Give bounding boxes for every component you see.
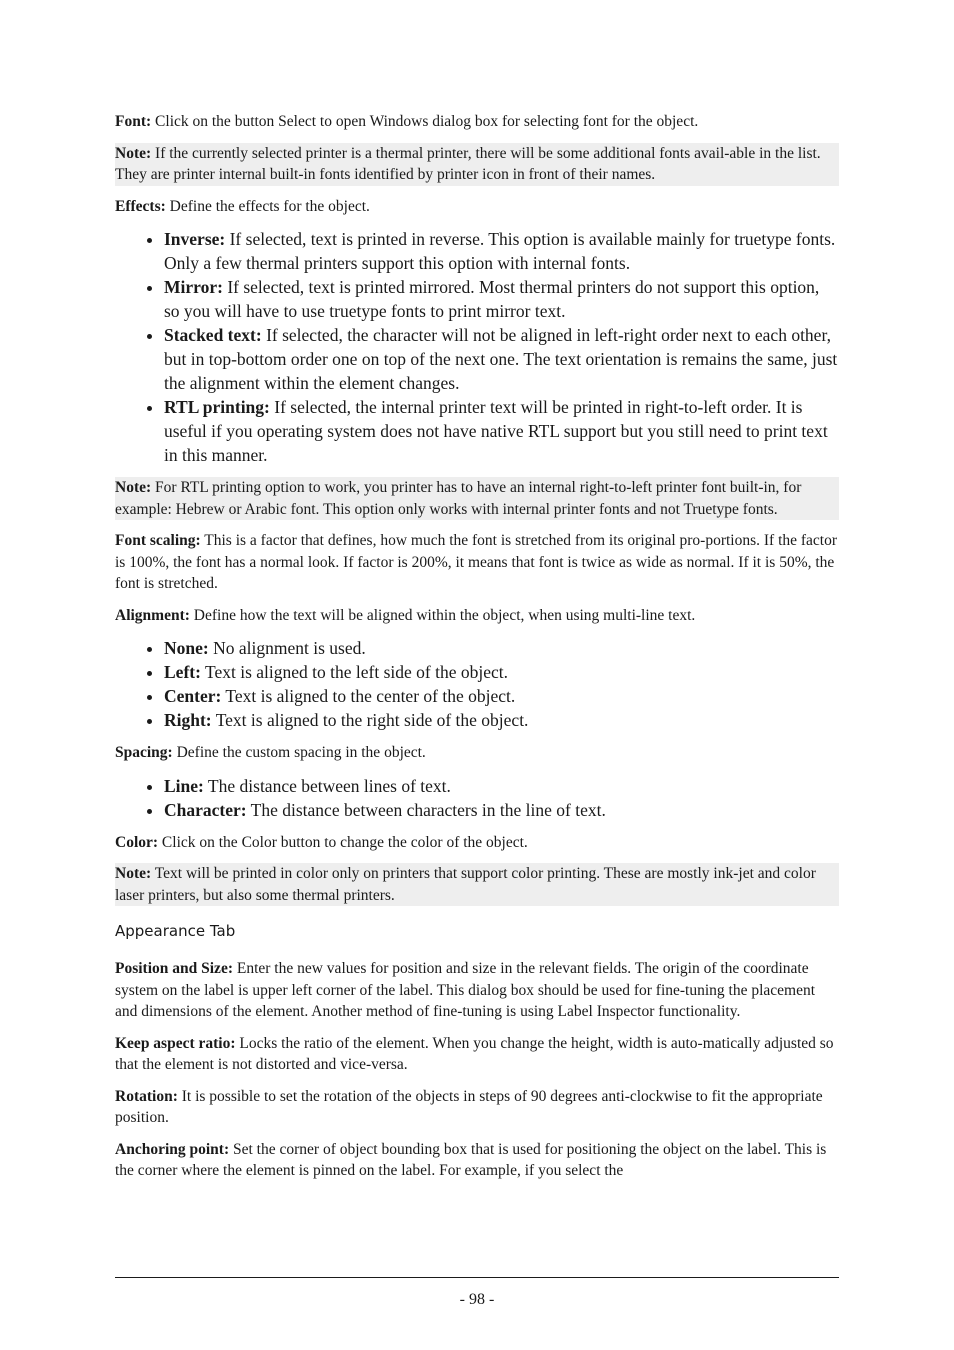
term: Position and Size: bbox=[115, 960, 233, 977]
term: Note: bbox=[115, 479, 152, 496]
term: Center: bbox=[164, 686, 222, 706]
term: Rotation: bbox=[115, 1087, 178, 1105]
desc: The distance between lines of text. bbox=[203, 775, 451, 796]
desc: It is possible to set the rotation of the objects in steps of 90 degrees anti-clockwise to fit the appropriate position. bbox=[115, 1087, 823, 1126]
term: Stacked text: bbox=[164, 325, 262, 345]
note-block bbox=[115, 143, 839, 186]
effects-list bbox=[115, 227, 839, 467]
term: Line: bbox=[164, 775, 204, 796]
desc: Click on the Color button to change the color of the object. bbox=[158, 833, 528, 851]
term: Font scaling: bbox=[115, 532, 201, 549]
desc: This is a factor that defines, how much the font is stretched from its original pro-portions. If the factor is 100%, the font has a normal look. If factor is 200%, it means that font is twice as wide as normal. If it is 50%, the font is stretched. bbox=[115, 532, 838, 592]
font-paragraph bbox=[115, 111, 839, 133]
term: Anchoring point: bbox=[115, 1140, 230, 1158]
desc: No alignment is used. bbox=[208, 638, 366, 658]
desc: Set the corner of object bounding box that is used for positioning the object on the label. This is the corner where the element is pinned on the label. For example, if you select the bbox=[115, 1140, 827, 1179]
desc: Text is aligned to the right side of the object. bbox=[211, 710, 529, 730]
anchoring-paragraph bbox=[115, 1139, 839, 1182]
rotation-paragraph bbox=[115, 1086, 839, 1129]
list-item bbox=[164, 323, 839, 395]
term: Spacing: bbox=[115, 744, 173, 761]
term: Note: bbox=[115, 865, 152, 882]
desc: Enter the new values for position and size in the relevant fields. The origin of the coordinate system on the label is upper left corner of the label. This dialog box should be used for fine-tuning the placement and dimensions of the element. Another method of fine-tuning is using Label Inspector functionality. bbox=[115, 960, 816, 1020]
term: RTL printing: bbox=[164, 397, 270, 417]
desc: If selected, text is printed mirrored. Most thermal printers do not support this option, so you will have to use truetype fonts to print mirror text. bbox=[164, 277, 820, 321]
footer-divider bbox=[115, 1277, 839, 1278]
font-scaling-paragraph bbox=[115, 530, 839, 595]
keep-aspect-paragraph bbox=[115, 1033, 839, 1076]
position-size-paragraph bbox=[115, 958, 839, 1023]
document-body bbox=[115, 111, 839, 1192]
list-item bbox=[164, 227, 839, 275]
desc: For RTL printing option to work, you printer has to have an internal right-to-left printer font built-in, for example: Hebrew or Arabic font. This option only works with internal printer fonts and not Truetype fonts. bbox=[115, 479, 802, 518]
desc: Define the effects for the object. bbox=[165, 197, 370, 215]
desc: Text will be printed in color only on printers that support color printing. These are mostly ink-jet and color laser printers, but also some thermal printers. bbox=[115, 865, 816, 904]
desc: If selected, the character will not be aligned in left-right order next to each other, but in top-bottom order one on top of the next one. The text orientation is remains the same, just the alignment within the element changes. bbox=[164, 325, 838, 393]
term: Right: bbox=[164, 710, 212, 730]
desc: If selected, text is printed in reverse. This option is available mainly for truetype fonts. Only a few thermal printers support this option with internal fonts. bbox=[164, 229, 836, 273]
spacing-paragraph bbox=[115, 742, 839, 764]
list-item bbox=[164, 660, 839, 684]
term: Font: bbox=[115, 113, 152, 130]
term: Character: bbox=[164, 799, 247, 820]
term: Left: bbox=[164, 662, 201, 682]
term: Effects: bbox=[115, 197, 166, 215]
term: Alignment: bbox=[115, 606, 190, 624]
desc: The distance between characters in the line of text. bbox=[246, 799, 606, 820]
spacing-list bbox=[115, 774, 839, 822]
alignment-paragraph bbox=[115, 605, 839, 627]
color-paragraph bbox=[115, 832, 839, 854]
term: Mirror: bbox=[164, 277, 223, 297]
note-block bbox=[115, 477, 839, 520]
desc: Locks the ratio of the element. When you change the height, width is auto-matically adjusted so that the element is not distorted and vice-versa. bbox=[115, 1034, 834, 1073]
list-item bbox=[164, 684, 839, 708]
term: Keep aspect ratio: bbox=[115, 1034, 236, 1052]
term: Note: bbox=[115, 144, 152, 162]
term: Color: bbox=[115, 833, 159, 851]
desc: Text is aligned to the left side of the object. bbox=[200, 662, 508, 682]
list-item bbox=[164, 395, 839, 467]
list-item bbox=[164, 774, 839, 798]
desc: If selected, the internal printer text will be printed in right-to-left order. It is useful if you operating system does not have native RTL support but you still need to print text in this manner. bbox=[164, 397, 828, 465]
term: None: bbox=[164, 638, 209, 658]
list-item bbox=[164, 708, 839, 732]
term: Inverse: bbox=[164, 229, 226, 249]
desc: Text is aligned to the center of the object. bbox=[221, 686, 516, 706]
desc: Define the custom spacing in the object. bbox=[172, 744, 426, 761]
desc: Click on the button Select to open Windows dialog box for selecting font for the object. bbox=[151, 113, 699, 130]
page-number: - 98 - bbox=[459, 1291, 495, 1308]
alignment-list bbox=[115, 636, 839, 732]
note-block bbox=[115, 863, 839, 906]
section-heading: Appearance Tab bbox=[115, 922, 236, 940]
list-item bbox=[164, 636, 839, 660]
desc: If the currently selected printer is a thermal printer, there will be some additional fonts avail-able in the list. They are printer internal built-in fonts identified by printer icon in front of their names. bbox=[115, 144, 821, 183]
list-item bbox=[164, 798, 839, 822]
desc: Define how the text will be aligned within the object, when using multi-line text. bbox=[189, 606, 696, 624]
list-item bbox=[164, 275, 839, 323]
effects-paragraph bbox=[115, 196, 839, 218]
